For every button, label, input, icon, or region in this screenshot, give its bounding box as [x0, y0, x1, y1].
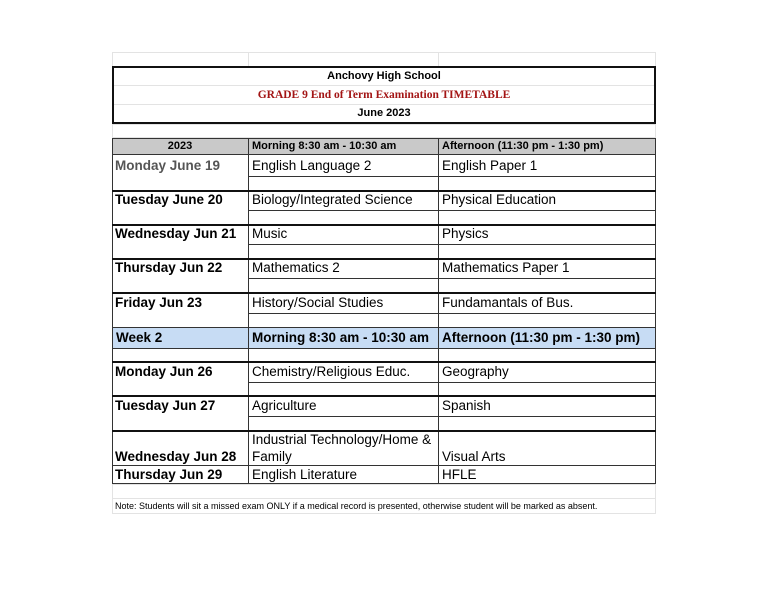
day-cell: Wednesday Jun 21: [115, 226, 237, 241]
row-line: [249, 210, 656, 211]
gridline: [112, 124, 656, 125]
day-cell: Monday Jun 26: [115, 364, 213, 379]
morning-exam: English Language 2: [252, 158, 372, 173]
day-cell: Monday June 19: [115, 158, 221, 173]
afternoon-header: Afternoon (11:30 pm - 1:30 pm): [439, 138, 656, 155]
day-cell: Thursday Jun 29: [115, 467, 223, 482]
timetable-title: GRADE 9 End of Term Examination TIMETABLE: [257, 89, 511, 101]
day-cell: Tuesday June 20: [115, 192, 223, 207]
row-line: [249, 416, 656, 417]
timetable-date: June 2023: [357, 107, 411, 119]
morning-header: Morning 8:30 am - 10:30 am: [249, 138, 438, 155]
row-line: [249, 244, 656, 245]
day-cell: Thursday Jun 22: [115, 260, 223, 275]
gridline: [438, 52, 439, 66]
gridline: [112, 484, 656, 485]
school-name: Anchovy High School: [327, 70, 441, 82]
gridline: [248, 52, 249, 66]
gridline: [112, 52, 656, 53]
morning-exam: Biology/Integrated Science: [252, 192, 413, 207]
morning-exam: Industrial Technology/Home &: [252, 432, 432, 447]
afternoon-exam: Visual Arts: [442, 449, 506, 464]
afternoon-exam: Mathematics Paper 1: [442, 260, 570, 275]
week2-afternoon-header: Afternoon (11:30 pm - 1:30 pm): [439, 328, 655, 348]
afternoon-exam: HFLE: [442, 467, 477, 482]
morning-exam: Chemistry/Religious Educ.: [252, 364, 411, 379]
afternoon-exam: Physics: [442, 226, 489, 241]
gridline: [112, 513, 656, 514]
week2-label: Week 2: [113, 328, 248, 348]
morning-exam: Music: [252, 226, 288, 241]
row-line: [249, 313, 656, 314]
header-row-border: [112, 138, 656, 155]
morning-exam: History/Social Studies: [252, 295, 384, 310]
row-line: [112, 483, 656, 484]
afternoon-exam: Physical Education: [442, 192, 557, 207]
row-line: [249, 382, 656, 383]
afternoon-exam: Geography: [442, 364, 509, 379]
day-cell: Tuesday Jun 27: [115, 398, 216, 413]
row-line: [249, 176, 656, 177]
morning-exam: Mathematics 2: [252, 260, 340, 275]
day-cell: Friday Jun 23: [115, 295, 203, 310]
afternoon-exam: Fundamantals of Bus.: [442, 295, 574, 310]
morning-exam: Agriculture: [252, 398, 317, 413]
afternoon-exam: English Paper 1: [442, 158, 538, 173]
row-line: [112, 348, 656, 349]
day-cell: Wednesday Jun 28: [115, 449, 237, 464]
morning-exam-continued: Family: [252, 449, 292, 464]
row-line: [249, 278, 656, 279]
afternoon-exam: Spanish: [442, 398, 491, 413]
week2-morning-header: Morning 8:30 am - 10:30 am: [249, 328, 438, 348]
year-header: 2023: [112, 138, 248, 155]
morning-exam: English Literature: [252, 467, 358, 482]
footnote: Note: Students will sit a missed exam ONLY if a medical record is presented, otherwise student will be marked as absent.: [115, 501, 598, 511]
